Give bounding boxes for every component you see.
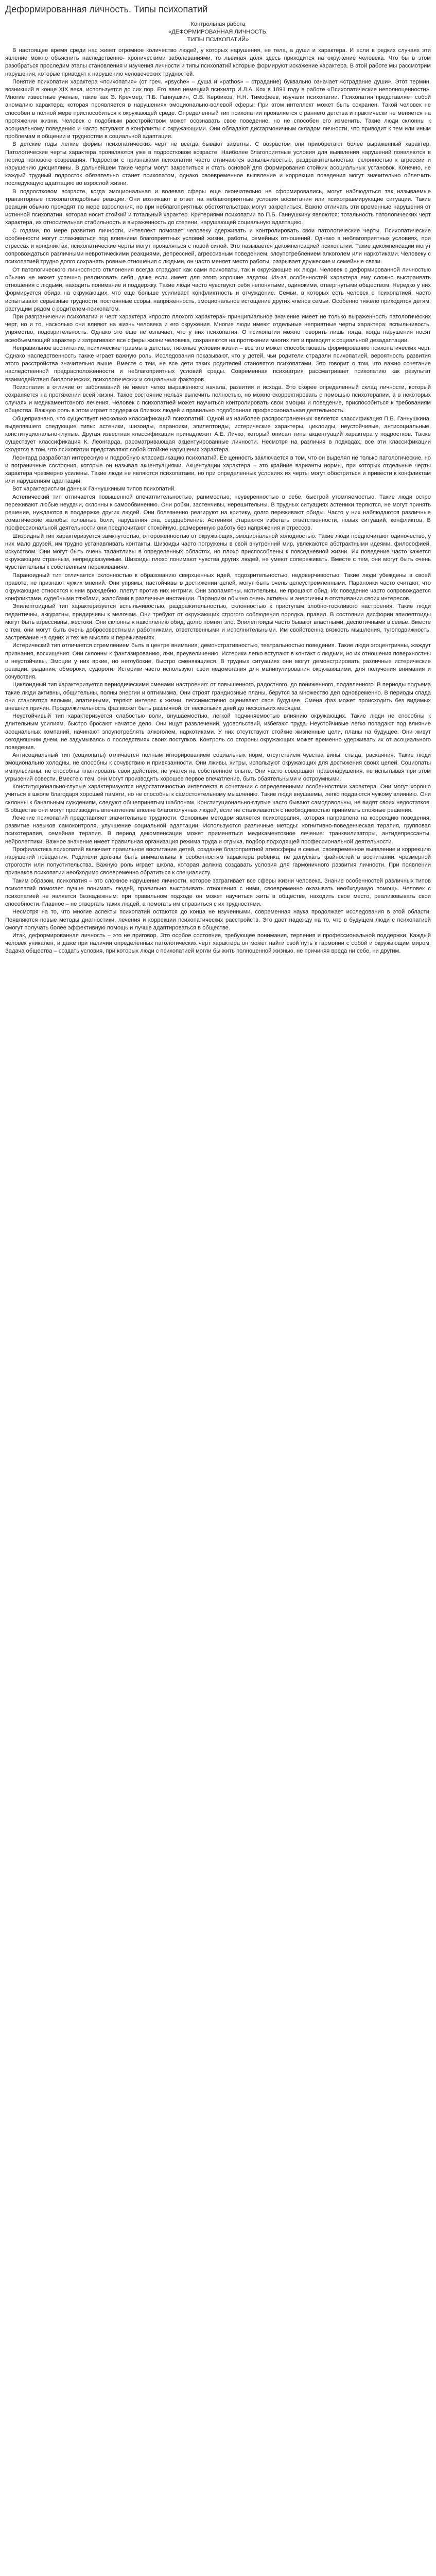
body-paragraph: Неправильное воспитание, психические травмы в детстве, тяжелые условия жизни – все это может способствовать формированию психопатических черт. Однако наследственность также играет важную роль. Исследования показывают, что у детей, чьи родители страдали психопатией, вероятность развития этого расстройства значительно выше. Вместе с тем, не все дети таких родителей становятся психопатами. Это говорит о том, что важно сочетание наследственной предрасположенности и неблагоприятных условий среды. Современная психиатрия рассматривает психопатию как результат взаимодействия биологических, психологических и социальных факторов. (5, 345, 431, 383)
header-line-subtopic: ТИПЫ ПСИХОПАТИЙ» (187, 37, 249, 43)
body-paragraph: Эпилептоидный тип характеризуется вспыльчивостью, раздражительностью, склонностью к приступам злобно-тоскливого настроения. Такие люди педантичны, аккуратны, придирчивы к мелочам. Они требуют от окружающих строгого соблюдения порядка, правил. В состоянии дисфории эпилептоиды могут быть агрессивны, жестоки. Они склонны к накоплению обид, долго помнят зло. Эпилептоиды часто бывают властными, деспотичными в семье. Вместе с тем, они могут быть очень добросовестными работниками, ответственными и исполнительными. Им свойственна вязкость мышления, тугоподвижность, застревание на одних и тех же мыслях и переживаниях. (5, 603, 431, 641)
body-paragraph: Психопатия в отличие от заболеваний не имеет четко выраженного начала, развития и исхода. Это скорее определенный склад личности, который сохраняется на протяжении всей жизни. Такое состояние нельзя вылечить полностью, но можно скорректировать с помощью психотерапии, а в некоторых случаях и медикаментозного лечения. Человек с психопатией может научиться контролировать свои эмоции и поведение, приспособиться к требованиям общества. Важную роль в этом играет поддержка близких людей и правильно подобранная профессиональная деятельность. (5, 384, 431, 414)
body-paragraph: Таким образом, психопатия – это сложное нарушение личности, которое затрагивает все сферы жизни человека. Знание особенностей различных типов психопатий помогает лучше понимать людей, правильно выстраивать отношения с ними, своевременно оказывать необходимую помощь. Человек с психопатией не является безнадежным: при правильном подходе он может научиться жить в обществе, находить свое место, реализовывать свои способности. Главное – не отвергать таких людей, а помогать им справиться с их трудностями. (5, 877, 431, 908)
body-paragraph: Вот характеристики данных Ганнушкиным типов психопатий. (12, 486, 176, 493)
body-paragraph: Несмотря на то, что многие аспекты психопатий остаются до конца не изученными, современная наука продолжает исследования в этой области. Появляются новые методы диагностики, лечения и коррекции психопатических расстройств. Это дает надежду на то, что в будущем люди с психопатией смогут получать более эффективную помощь и лучше адаптироваться в обществе. (5, 909, 431, 931)
body-paragraph: В подростковом возрасте, когда эмоциональная и волевая сферы еще окончательно не сформировались, могут наблюдаться так называемые транзиторные психопатоподобные реакции. Они возникают в ответ на неблагоприятные условия воспитания или психотравмирующие ситуации. Такие реакции обычно проходят по мере взросления, но при неблагоприятных обстоятельствах могут закрепиться. Важно отличать эти временные нарушения от истинной психопатии, которая носит стойкий и тотальный характер. Критериями психопатии по П.Б. Ганнушкину являются: тотальность патологических черт характера, их относительная стабильность и выраженность до степени, нарушающей социальную адаптацию. (5, 188, 431, 226)
body-paragraph: Астенический тип отличается повышенной впечатлительностью, ранимостью, неуверенностью в себе, быстрой утомляемостью. Такие люди остро переживают любые неудачи, склонны к самообвинению. Они робки, застенчивы, нерешительны. В трудных ситуациях астеники теряются, не могут принять решение, нуждаются в поддержке других людей. Они болезненно реагируют на критику, долго переживают обиды. Часто у них наблюдаются различные соматические жалобы: головные боли, нарушения сна, сердцебиение. Астеники стараются избегать ответственности, новых ситуаций, конфликтов. В профессиональной деятельности они предпочитают спокойную, размеренную работу без напряжения и стрессов. (5, 494, 431, 532)
document-page (0, 0, 436, 966)
body-paragraph: Профилактика психопатий включает правильное воспитание детей, создание благоприятной атмосферы в семье, своевременное выявление и коррекцию нарушений поведения. Родители должны быть внимательны к особенностям характера ребенка, не допускать крайностей в воспитании: чрезмерной строгости или попустительства. Важную роль играет школа, которая должна создавать условия для гармоничного развития личности. При появлении признаков психопатии необходимо своевременно обратиться к специалисту. (5, 846, 431, 876)
body-paragraph: Итак, деформированная личность – это не приговор. Это особое состояние, требующее понимания, терпения и профессиональной поддержки. Каждый человек уникален, и даже при наличии определенных патологических черт характера он может найти свой путь к гармонии с собой и окружающим миром. Задача общества – создать условия, при которых люди с психопатией могли бы жить полноценной жизнью, не причиняя вреда ни себе, ни другим. (5, 932, 431, 955)
page-title: Деформированная личность. Типы психопатий (5, 4, 208, 14)
body-paragraph: В настоящее время среди нас живет огромное количество людей, у которых нарушения, не тела, а души и характера. И если в редких случаях эти явление можно объяснить наследственно- хроническими заболеваниями, то львиная доля здесь приходится на окружение человека. Что бы в этом разобраться проследим этапы становления и изучения личности и типы психопатий которые формируют искажение характера. В этой работе мы рассмотрим нарушения, которые приводят к нарушению человеческих трудностей. (5, 47, 431, 77)
body-paragraph: Параноидный тип отличается склонностью к образованию сверхценных идей, подозрительностью, недоверчивостью. Такие люди убеждены в своей правоте, не признают чужих мнений. Они упрямы, настойчивы в достижении целей, могут быть очень целеустремленными. Параноики часто считают, что окружающие относятся к ним враждебно, плетут против них интриги. Они злопамятны, мстительны, не прощают обид. Их поведение часто сопровождается конфликтами, судебными тяжбами, жалобами в различные инстанции. Параноики обычно очень активны и энергичны в отстаивании своих интересов. (5, 572, 431, 602)
body-paragraph: Истерический тип отличается стремлением быть в центре внимания, демонстративностью, театральностью поведения. Такие люди эгоцентричны, жаждут признания, восхищения. Они склонны к фантазированию, лжи, преувеличению. Истерики легко вступают в контакт с людьми, но их отношения поверхностны и неустойчивы. Эмоции у них яркие, но неглубокие, быстро сменяющиеся. В трудных ситуациях они могут демонстрировать различные истерические реакции: рыдания, обмороки, судороги. Истерики часто используют свои недомогания для манипулирования окружающими, для получения внимания и сочувствия. (5, 642, 431, 681)
body-paragraph: Антисоциальный тип (социопаты) отличается полным игнорированием социальных норм, отсутствием чувства вины, стыда, раскаяния. Такие люди эмоционально холодны, не способны к сочувствию и привязанности. Они лживы, хитры, используют окружающих для достижения своих целей. Социопаты импульсивны, не способны планировать свои действия, не учатся на собственном опыте. Они часто совершают правонарушения, не испытывая при этом угрызений совести. Вместе с тем, они могут производить хорошее первое впечатление, быть обаятельными и остроумными. (5, 752, 431, 782)
body-paragraph: Циклоидный тип характеризуется периодическими сменами настроения: от повышенного, радостного, до пониженного, подавленного. В периоды подъема такие люди активны, общительны, полны энергии и оптимизма. Они строят грандиозные планы, берутся за множество дел одновременно. В периоды спада они становятся вялыми, апатичными, теряют интерес к жизни, пессимистично оценивают свое будущее. Смена фаз может происходить без видимых внешних причин. Продолжительность фаз может быть различной: от нескольких дней до нескольких месяцев. (5, 682, 431, 712)
body-paragraph: Общепризнано, что существует несколько классификаций психопатий. Одной из наиболее распространенных является классификация П.Б. Ганнушкина, выделявшего следующие типы: астеники, шизоиды, параноики, эпилептоиды, истерические характеры, циклоиды, неустойчивые, антисоциальные, конституционально-глупые. Другая известная классификация принадлежит А.Е. Личко, который описал типы акцентуаций характера у подростков. Также существует классификация К. Леонгарда, рассматривающая акцентуированные личности. Несмотря на различия в подходах, все эти классификации сходятся в том, что психопатии представляют собой стойкие нарушения характера. (5, 415, 431, 453)
document-header (5, 21, 431, 44)
body-paragraph: В детские годы легкие формы психопатических черт не всегда бывают заметны. С возрастом они приобретают более выраженный характер. Патологические черты характера проявляются уже в подростковом возрасте. Наиболее благоприятные условия для выявления нарушений появляются в период полового созревания. Подростки с признаками психопатии часто отличаются вспыльчивостью, раздражительностью, склонностью к агрессии и нарушению дисциплины. В дальнейшем такие черты могут закрепиться и стать основой для формирования стойких асоциальных установок. Конечно, не каждый трудный подросток обязательно станет психопатом, однако своевременное выявление и коррекция поведения могут значительно облегчить последующую адаптацию во взрослой жизни. (5, 141, 431, 187)
body-paragraph: Лечение психопатий представляет значительные трудности. Основным методом является психотерапия, которая направлена на коррекцию поведения, развитие навыков самоконтроля, улучшение социальной адаптации. Используются различные методы: когнитивно-поведенческая терапия, групповая психотерапия, семейная терапия. В период декомпенсации может применяться медикаментозное лечение: транквилизаторы, антидепрессанты, нейролептики. Важное значение имеет правильная организация режима труда и отдыха, подбор подходящей профессиональной деятельности. (5, 815, 431, 845)
document-body (5, 47, 431, 956)
header-line-work-type: Контрольная работа (190, 21, 246, 27)
body-paragraph: От патологического личностного отклонения всегда страдают как сами психопаты, так и окружающие их люди. Человек с деформированной личностью обычно не может успешно реализовать себя, даже если имеет для этого хорошие задатки. Из-за особенностей характера ему сложно выстраивать отношения с людьми, находить понимание и поддержку. Такие люди часто чувствуют себя непонятыми, одинокими, отвергнутыми обществом. Нередко у них формируется обида на окружающих, что еще больше усиливает конфликтность и отчуждение. Семьи, в которых есть человек с психопатией, часто испытывают серьезные трудности: постоянные ссоры, напряженность, эмоциональное истощение других членов семьи. Особенно тяжело приходится детям, растущим рядом с родителем-психопатом. (5, 266, 431, 312)
body-paragraph: Конституционально-глупые характеризуются недостаточностью интеллекта в сочетании с определенными особенностями характера. Они могут хорошо учиться в школе благодаря хорошей памяти, но не способны к самостоятельному мышлению. Такие люди внушаемы, легко поддаются чужому влиянию. Они склонны к банальным суждениям, следуют общепринятым шаблонам. Конституционально-глупые часто бывают самодовольны, не видят своих недостатков. В обществе они могут производить впечатление вполне благополучных людей, если не сталкиваются с необходимостью принимать сложные решения. (5, 784, 431, 814)
body-paragraph: При разграничении психопатии и черт характера «просто плохого характера» принципиальное значение имеет не только выраженность патологических черт, но и то, насколько они влияют на жизнь человека и его окружения. Многие люди имеют отдельные неприятные черты характера: вспыльчивость, упрямство, подозрительность. Однако это еще не означает, что у них психопатия. О психопатии можно говорить лишь тогда, когда нарушения носят всеобъемлющий характер и затрагивают все сферы жизни человека, сохраняются на протяжении многих лет и приводят к социальной дезадаптации. (5, 313, 431, 344)
body-paragraph: Шизоидный тип характеризуется замкнутостью, отгороженностью от окружающих, эмоциональной холодностью. Такие люди предпочитают одиночество, у них мало друзей, им трудно устанавливать контакты. Шизоиды часто погружены в свой внутренний мир, увлекаются абстрактными идеями, философией, искусством. Они могут быть очень талантливы в определенных областях, но плохо приспособлены к повседневной жизни. Их поведение часто кажется окружающим странным, непредсказуемым. Шизоиды плохо понимают чувства других людей, не умеют сопереживать. Вместе с тем, они могут быть очень чувствительны к собственным переживаниям. (5, 533, 431, 571)
body-paragraph: Леонгард разработал интересную и подробную классификацию психопатий. Ее ценность заключается в том, что он выделял не только патологические, но и пограничные состояния, которые он называл акцентуациями. Акцентуации характера – это крайние варианты нормы, при которых отдельные черты характера чрезмерно усилены. Такие люди не являются психопатами, но при определенных условиях их черты могут обостриться и привести к конфликтам или нарушениям адаптации. (5, 454, 431, 485)
body-paragraph: Неустойчивый тип характеризуется слабостью воли, внушаемостью, легкой подчиняемостью влиянию окружающих. Такие люди не способны к длительным усилиям, быстро бросают начатое дело. Они ищут развлечений, удовольствий, избегают труда. Неустойчивые легко попадают под влияние асоциальных компаний, начинают злоупотреблять алкоголем, наркотиками. У них отсутствуют стойкие жизненные цели, планы на будущее. Они живут сегодняшним днем, не задумываясь о последствиях своих поступков. Контроль со стороны окружающих может временно удерживать их от асоциального поведения. (5, 713, 431, 751)
body-paragraph: С годами, по мере развития личности, интеллект помогает человеку сдерживать и контролировать свои патологические черты. Психопатические особенности могут сглаживаться под влиянием благоприятных условий жизни, работы, семейных отношений. Однако в неблагоприятных условиях, при стрессах и конфликтах, психопатические черты могут проявляться с новой силой. Это называется декомпенсацией психопатии. Такие декомпенсации могут сопровождаться различными невротическими реакциями, депрессией, агрессивным поведением, злоупотреблением алкоголем или наркотиками. Человеку с психопатией трудно долго сохранять ровные отношения с людьми, он часто меняет место работы, разрывает дружеские и семейные связи. (5, 227, 431, 265)
body-paragraph: Понятие психопатии характера «психопатия» (от греч. «psyche» – душа и «pathos» – страдание) буквально означает «страдание души». Этот термин, возникший в конце XIX века, используется до сих пор. Его ввел немецкий психиатр И.Л.А. Кох в 1891 году в работе «Психопатические неполноценности». Многие известные ученые, такие как Э. Кречмер, П.Б. Ганнушкин, О.В. Кербиков, Н.Н. Тимофеев, изучали психопатии. Психопатия представляет собой аномалию характера, которая проявляется в нарушениях эмоционально-волевой сферы. При этом интеллект может быть сохранен. Такой человек не способен в полной мере приспособиться к окружающей среде. Определенный тип психопатии проявляется с раннего детства и практически не меняется на протяжении жизни. Человек с подобным расстройством может осознавать свое поведение, но не способен его изменить. Такие люди склонны к асоциальному поведению и часто вступают в конфликты с окружающими. Они обладают дисгармоничным складом личности, что приводит к тем или иным проблемам в общении и трудностям в социальной адаптации. (5, 78, 431, 140)
header-line-topic: «ДЕФОРМИРОВАННАЯ ЛИЧНОСТЬ. (168, 29, 268, 35)
